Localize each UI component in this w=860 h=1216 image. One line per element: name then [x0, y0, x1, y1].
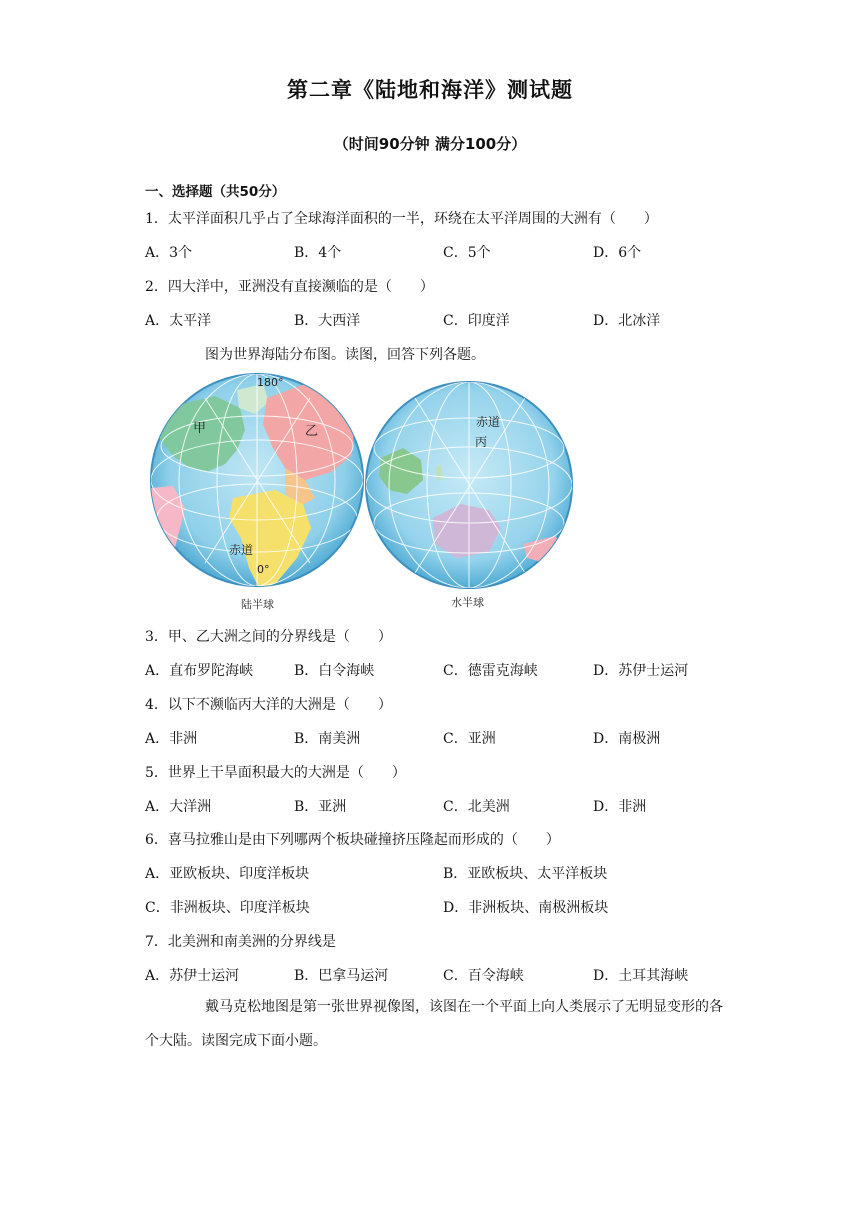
q6-option-b: B．亚欧板块、太平洋板块: [443, 866, 608, 882]
q2-option-d: D．北冰洋: [593, 313, 661, 329]
q7-option-d: D．土耳其海峡: [593, 968, 689, 984]
question-3: 3．甲、乙大洲之间的分界线是（ ）: [145, 629, 392, 645]
map-intro: 图为世界海陆分布图。读图，回答下列各题。: [205, 347, 485, 363]
q5-option-a: A．大洋洲: [145, 799, 212, 815]
q3-option-d: D．苏伊士运河: [593, 663, 689, 679]
q3-option-b: B．白令海峡: [294, 663, 375, 679]
section-heading: 一、选择题（共50分）: [145, 184, 286, 200]
q3-option-c: C．德雷克海峡: [443, 663, 538, 679]
q7-option-c: C．百令海峡: [443, 968, 524, 984]
q7-option-b: B．巴拿马运河: [294, 968, 389, 984]
q5-option-c: C．北美洲: [443, 799, 510, 815]
water-hemisphere-globe: [366, 382, 572, 609]
label-yi: 乙: [305, 424, 319, 439]
q1-option-d: D．6个: [593, 245, 642, 261]
question-2: 2．四大洋中，亚洲没有直接濒临的是（ ）: [145, 279, 434, 295]
q5-option-b: B．亚洲: [294, 799, 347, 815]
land-hemisphere-globe: [149, 374, 363, 611]
q1-option-a: A．3个: [145, 245, 193, 261]
world-hemispheres-map: [145, 368, 585, 613]
land-hemisphere-caption: 陆半球: [241, 598, 274, 611]
q4-option-c: C．亚洲: [443, 731, 496, 747]
q7-option-a: A．苏伊士运河: [145, 968, 240, 984]
q4-option-d: D．南极洲: [593, 731, 661, 747]
equator-label-left: 赤道: [229, 543, 254, 557]
water-hemisphere-caption: 水半球: [451, 596, 484, 609]
q6-option-c: C．非洲板块、印度洋板块: [145, 900, 310, 916]
q1-option-b: B．4个: [294, 245, 342, 261]
equator-label-right: 赤道: [476, 415, 501, 429]
q4-option-a: A．非洲: [145, 731, 198, 747]
page-title: 第二章《陆地和海洋》测试题: [287, 78, 573, 102]
question-4: 4．以下不濒临丙大洋的大洲是（ ）: [145, 697, 392, 713]
q2-option-b: B．大西洋: [294, 313, 361, 329]
q4-option-b: B．南美洲: [294, 731, 361, 747]
lon-0-label: 0°: [257, 563, 270, 576]
label-jia: 甲: [193, 421, 207, 436]
question-5: 5．世界上干旱面积最大的大洲是（ ）: [145, 765, 406, 781]
q2-option-a: A．太平洋: [145, 313, 212, 329]
exam-time-score: （时间90分钟 满分100分）: [333, 135, 527, 153]
dymaxion-map-text: 戴马克松地图是第一张世界视像图，该图在一个平面上向人类展示了无明显变形的各个大陆。读图完成下面小题。: [145, 999, 723, 1049]
question-7: 7．北美洲和南美洲的分界线是: [145, 934, 336, 950]
question-1: 1．太平洋面积几乎占了全球海洋面积的一半，环绕在太平洋周围的大洲有（ ）: [145, 211, 658, 227]
q3-option-a: A．直布罗陀海峡: [145, 663, 254, 679]
q1-option-c: C．5个: [443, 245, 491, 261]
lon-180-label: 180°: [257, 376, 284, 389]
dymaxion-map-paragraph: [145, 990, 725, 1058]
question-6: 6．喜马拉雅山是由下列哪两个板块碰撞挤压隆起而形成的（ ）: [145, 832, 560, 848]
q5-option-d: D．非洲: [593, 799, 647, 815]
q2-option-c: C．印度洋: [443, 313, 510, 329]
q6-option-d: D．非洲板块、南极洲板块: [443, 900, 609, 916]
label-bing: 丙: [475, 435, 488, 449]
q6-option-a: A．亚欧板块、印度洋板块: [145, 866, 310, 882]
